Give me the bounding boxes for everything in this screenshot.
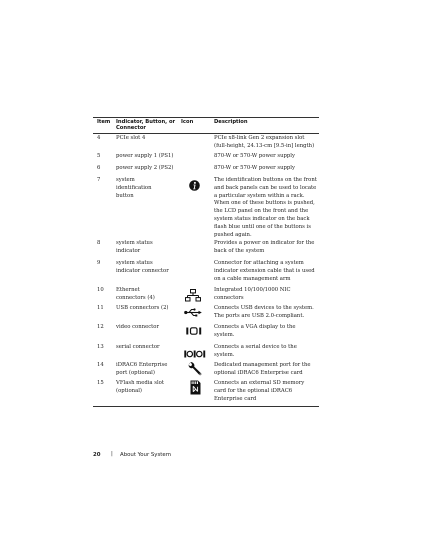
video-icon <box>186 327 202 335</box>
row-indicator: power supply 1 (PS1) <box>116 153 174 159</box>
row-item: 5 <box>97 153 101 159</box>
row-item: 14 <box>97 362 104 368</box>
row-indicator: serial connector <box>116 344 160 350</box>
row-indicator: USB connectors (2) <box>116 305 169 311</box>
row-indicator: PCIe slot 4 <box>116 135 146 141</box>
footer-separator: | <box>111 451 113 457</box>
row-description: The identification buttons on the front and back panels can be used to locate a particular system within a rack. When one of these buttons is pushed, the LCD panel on the front and the system status indicator on the back flash blue until one of the buttons is pushed again. <box>214 177 317 238</box>
row-description: 870-W or 570-W power supply <box>214 165 295 171</box>
header-indicator: Indicator, Button, or Connector <box>116 119 176 131</box>
row-description: Connects an external SD memory card for the optional iDRAC6 Enterprise card <box>214 380 305 402</box>
row-item: 7 <box>97 177 101 183</box>
header-icon: Icon <box>181 119 194 125</box>
network-icon <box>185 289 201 302</box>
footer-title: About Your System <box>120 452 171 458</box>
usb-icon <box>184 308 202 317</box>
row-description: Connector for attaching a system indicator extension cable that is used on a cable management arm <box>214 260 315 282</box>
row-indicator: system status indicator <box>116 240 153 254</box>
row-indicator: system identification button <box>116 177 152 199</box>
header-description: Description <box>214 119 248 125</box>
row-item: 9 <box>97 260 101 266</box>
header-item: Item <box>97 119 111 125</box>
row-indicator: system status indicator connector <box>116 260 169 274</box>
row-item: 6 <box>97 165 101 171</box>
row-description: Connects USB devices to the system. The ports are USB 2.0-compliant. <box>214 305 314 319</box>
sd-card-icon <box>190 380 201 395</box>
wrench-icon <box>188 362 202 376</box>
row-indicator: video connector <box>116 324 160 330</box>
row-indicator: VFlash media slot (optional) <box>116 380 164 394</box>
row-description: Integrated 10/100/1000 NIC connectors <box>214 287 291 301</box>
row-indicator: power supply 2 (PS2) <box>116 165 174 171</box>
row-item: 4 <box>97 135 101 141</box>
table-bottom-rule <box>93 406 319 407</box>
table-top-rule <box>93 117 319 118</box>
row-indicator: Ethernet connectors (4) <box>116 287 155 301</box>
row-description: Dedicated management port for the optional iDRAC6 Enterprise card <box>214 362 311 376</box>
row-description: PCIe x8-link Gen 2 expansion slot (full-height, 24.13-cm [9.5-in] length) <box>214 135 315 149</box>
page-number: 20 <box>93 452 101 458</box>
row-item: 11 <box>97 305 104 311</box>
table-header-rule <box>93 133 319 134</box>
row-description: Connects a serial device to the system. <box>214 344 297 358</box>
row-description: Provides a power on indicator for the back of the system <box>214 240 315 254</box>
row-description: 870-W or 570-W power supply <box>214 153 295 159</box>
row-item: 10 <box>97 287 104 293</box>
system-identification-icon <box>189 180 200 191</box>
row-description: Connects a VGA display to the system. <box>214 324 296 338</box>
page-footer <box>93 451 171 458</box>
row-item: 8 <box>97 240 101 246</box>
serial-icon <box>184 350 206 358</box>
row-item: 15 <box>97 380 104 386</box>
row-item: 13 <box>97 344 104 350</box>
row-indicator: iDRAC6 Enterprise port (optional) <box>116 362 168 376</box>
row-item: 12 <box>97 324 104 330</box>
